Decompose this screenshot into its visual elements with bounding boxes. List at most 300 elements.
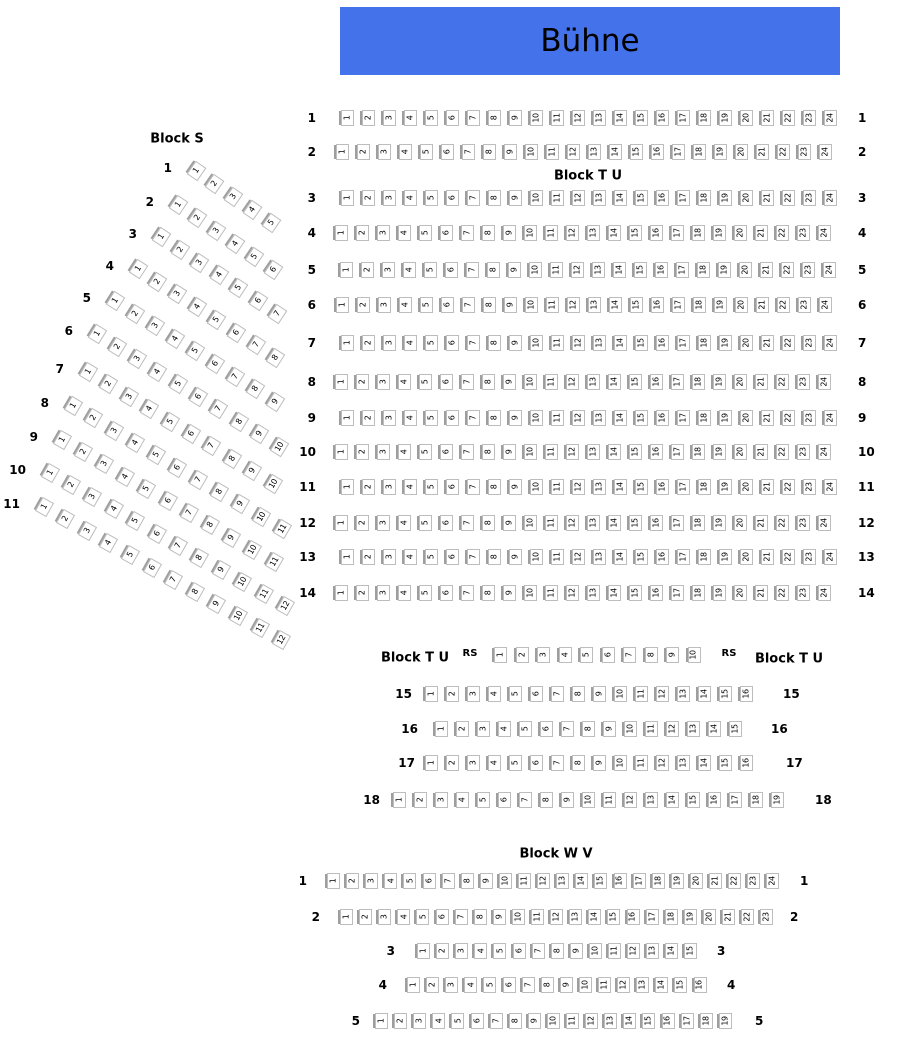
seat-block-tu-lower-5[interactable] xyxy=(509,755,522,771)
seat-block-tu-lower-10[interactable] xyxy=(582,792,595,808)
seat-block-s-8[interactable] xyxy=(229,411,248,431)
seat-block-tu-upper-15[interactable] xyxy=(635,110,648,126)
seat-block-tu-upper-14[interactable] xyxy=(609,297,622,313)
seat-block-tu-upper-5[interactable] xyxy=(420,297,433,313)
seat-block-tu-rs-9[interactable] xyxy=(666,647,679,663)
seat-block-tu-upper-23[interactable] xyxy=(797,225,810,241)
seat-block-tu-upper-5[interactable] xyxy=(420,144,433,160)
seat-block-tu-upper-20[interactable] xyxy=(740,549,753,565)
seat-block-tu-upper-15[interactable] xyxy=(629,225,642,241)
seat-block-tu-upper-13[interactable] xyxy=(587,225,600,241)
seat-block-tu-upper-18[interactable] xyxy=(692,225,705,241)
seat-block-s-9[interactable] xyxy=(265,392,285,412)
seat-block-wv-3[interactable] xyxy=(445,977,458,993)
seat-block-tu-upper-20[interactable] xyxy=(740,479,753,495)
seat-block-tu-upper-1[interactable] xyxy=(340,262,353,278)
seat-block-tu-upper-15[interactable] xyxy=(634,262,647,278)
seat-block-tu-upper-4[interactable] xyxy=(398,444,411,460)
seat-block-tu-lower-3[interactable] xyxy=(477,721,490,737)
seat-block-tu-upper-11[interactable] xyxy=(546,144,559,160)
seat-block-tu-upper-4[interactable] xyxy=(398,515,411,531)
seat-block-tu-upper-17[interactable] xyxy=(677,410,690,426)
seat-block-tu-upper-12[interactable] xyxy=(572,549,585,565)
seat-block-wv-8[interactable] xyxy=(541,977,554,993)
seat-block-tu-upper-20[interactable] xyxy=(740,335,753,351)
seat-block-tu-lower-19[interactable] xyxy=(771,792,784,808)
seat-block-tu-upper-19[interactable] xyxy=(714,297,727,313)
seat-block-tu-upper-12[interactable] xyxy=(566,444,579,460)
seat-block-tu-upper-2[interactable] xyxy=(356,444,369,460)
seat-block-tu-upper-8[interactable] xyxy=(482,515,495,531)
seat-block-wv-23[interactable] xyxy=(747,873,760,889)
seat-block-tu-upper-16[interactable] xyxy=(656,110,669,126)
seat-block-tu-upper-24[interactable] xyxy=(824,549,837,565)
seat-block-tu-upper-15[interactable] xyxy=(629,374,642,390)
seat-block-tu-upper-8[interactable] xyxy=(488,549,501,565)
seat-block-tu-upper-4[interactable] xyxy=(398,225,411,241)
seat-block-wv-4[interactable] xyxy=(397,909,410,925)
seat-block-s-9[interactable] xyxy=(231,494,250,514)
seat-block-tu-lower-3[interactable] xyxy=(435,792,448,808)
seat-block-s-4[interactable] xyxy=(165,329,185,349)
seat-block-tu-upper-15[interactable] xyxy=(635,335,648,351)
seat-block-tu-rs-7[interactable] xyxy=(623,647,636,663)
seat-block-tu-upper-12[interactable] xyxy=(572,110,585,126)
seat-block-tu-upper-11[interactable] xyxy=(551,190,564,206)
seat-block-tu-upper-13[interactable] xyxy=(588,144,601,160)
seat-block-tu-upper-22[interactable] xyxy=(776,225,789,241)
seat-block-tu-upper-14[interactable] xyxy=(608,374,621,390)
seat-block-wv-9[interactable] xyxy=(560,977,573,993)
seat-block-s-2[interactable] xyxy=(125,303,145,323)
seat-block-tu-lower-13[interactable] xyxy=(677,686,690,702)
seat-block-tu-upper-18[interactable] xyxy=(698,335,711,351)
seat-block-tu-upper-22[interactable] xyxy=(777,297,790,313)
seat-block-s-9[interactable] xyxy=(212,560,231,580)
seat-block-tu-upper-22[interactable] xyxy=(776,515,789,531)
seat-block-tu-upper-12[interactable] xyxy=(567,144,580,160)
seat-block-tu-upper-1[interactable] xyxy=(335,225,348,241)
seat-block-tu-upper-23[interactable] xyxy=(798,144,811,160)
seat-block-tu-upper-8[interactable] xyxy=(488,110,501,126)
seat-block-s-3[interactable] xyxy=(105,420,124,440)
seat-block-tu-upper-19[interactable] xyxy=(719,410,732,426)
seat-block-s-2[interactable] xyxy=(99,374,118,394)
seat-block-tu-rs-6[interactable] xyxy=(602,647,615,663)
seat-block-tu-lower-4[interactable] xyxy=(456,792,469,808)
seat-block-tu-upper-9[interactable] xyxy=(503,225,516,241)
seat-block-tu-upper-9[interactable] xyxy=(509,549,522,565)
seat-block-tu-upper-22[interactable] xyxy=(776,374,789,390)
seat-block-tu-lower-7[interactable] xyxy=(519,792,532,808)
seat-block-tu-upper-13[interactable] xyxy=(593,335,606,351)
seat-block-tu-lower-7[interactable] xyxy=(561,721,574,737)
seat-block-tu-upper-22[interactable] xyxy=(782,190,795,206)
seat-block-tu-upper-6[interactable] xyxy=(440,515,453,531)
seat-block-s-4[interactable] xyxy=(140,399,159,419)
seat-block-tu-upper-13[interactable] xyxy=(588,297,601,313)
seat-block-tu-rs-3[interactable] xyxy=(537,647,550,663)
seat-block-tu-upper-1[interactable] xyxy=(341,335,354,351)
seat-block-wv-12[interactable] xyxy=(627,943,640,959)
seat-block-wv-12[interactable] xyxy=(617,977,630,993)
seat-block-tu-upper-19[interactable] xyxy=(713,444,726,460)
seat-block-tu-lower-16[interactable] xyxy=(740,686,753,702)
seat-block-tu-upper-1[interactable] xyxy=(336,144,349,160)
seat-block-tu-upper-1[interactable] xyxy=(341,479,354,495)
seat-block-tu-upper-13[interactable] xyxy=(593,110,606,126)
seat-block-wv-11[interactable] xyxy=(566,1013,579,1029)
seat-block-s-12[interactable] xyxy=(272,630,291,650)
seat-block-tu-upper-16[interactable] xyxy=(650,585,663,601)
seat-block-tu-upper-4[interactable] xyxy=(398,374,411,390)
seat-block-s-9[interactable] xyxy=(207,594,226,614)
seat-block-tu-upper-13[interactable] xyxy=(587,444,600,460)
seat-block-tu-lower-12[interactable] xyxy=(624,792,637,808)
seat-block-s-11[interactable] xyxy=(250,618,269,638)
seat-block-wv-15[interactable] xyxy=(684,943,697,959)
seat-block-tu-upper-23[interactable] xyxy=(802,262,815,278)
seat-block-tu-upper-5[interactable] xyxy=(419,374,432,390)
seat-block-wv-4[interactable] xyxy=(474,943,487,959)
seat-block-tu-upper-4[interactable] xyxy=(404,190,417,206)
seat-block-s-2[interactable] xyxy=(108,336,127,356)
seat-block-wv-13[interactable] xyxy=(636,977,649,993)
seat-block-tu-upper-20[interactable] xyxy=(735,144,748,160)
seat-block-s-2[interactable] xyxy=(148,271,168,291)
seat-block-tu-upper-11[interactable] xyxy=(551,110,564,126)
seat-block-tu-upper-14[interactable] xyxy=(608,444,621,460)
seat-block-tu-upper-16[interactable] xyxy=(650,374,663,390)
seat-block-tu-upper-24[interactable] xyxy=(819,144,832,160)
seat-block-tu-upper-8[interactable] xyxy=(482,585,495,601)
seat-block-tu-upper-1[interactable] xyxy=(335,515,348,531)
seat-block-tu-upper-10[interactable] xyxy=(530,549,543,565)
seat-block-tu-upper-7[interactable] xyxy=(461,585,474,601)
seat-block-tu-lower-6[interactable] xyxy=(498,792,511,808)
seat-block-tu-upper-16[interactable] xyxy=(656,410,669,426)
seat-block-tu-upper-17[interactable] xyxy=(676,262,689,278)
seat-block-tu-upper-10[interactable] xyxy=(524,585,537,601)
seat-block-tu-lower-9[interactable] xyxy=(593,755,606,771)
seat-block-tu-upper-3[interactable] xyxy=(377,225,390,241)
seat-block-s-8[interactable] xyxy=(222,449,241,469)
seat-block-tu-upper-12[interactable] xyxy=(571,262,584,278)
seat-block-tu-upper-19[interactable] xyxy=(719,479,732,495)
seat-block-tu-lower-12[interactable] xyxy=(656,686,669,702)
seat-block-tu-upper-3[interactable] xyxy=(383,549,396,565)
seat-block-tu-upper-24[interactable] xyxy=(818,585,831,601)
seat-block-s-1[interactable] xyxy=(168,195,188,216)
seat-block-wv-5[interactable] xyxy=(483,977,496,993)
seat-block-tu-upper-4[interactable] xyxy=(404,110,417,126)
seat-block-tu-upper-7[interactable] xyxy=(467,410,480,426)
seat-block-s-7[interactable] xyxy=(202,436,221,456)
seat-block-wv-24[interactable] xyxy=(766,873,779,889)
seat-block-tu-lower-14[interactable] xyxy=(698,755,711,771)
seat-block-tu-lower-8[interactable] xyxy=(572,686,585,702)
seat-block-tu-upper-2[interactable] xyxy=(361,262,374,278)
seat-block-tu-upper-14[interactable] xyxy=(614,190,627,206)
seat-block-s-12[interactable] xyxy=(276,596,295,616)
seat-block-s-6[interactable] xyxy=(189,386,208,406)
seat-block-wv-7[interactable] xyxy=(455,909,468,925)
seat-block-tu-upper-22[interactable] xyxy=(776,444,789,460)
seat-block-tu-lower-4[interactable] xyxy=(488,686,501,702)
seat-block-wv-23[interactable] xyxy=(760,909,773,925)
seat-block-tu-upper-24[interactable] xyxy=(818,444,831,460)
seat-block-tu-upper-8[interactable] xyxy=(488,335,501,351)
seat-block-tu-upper-12[interactable] xyxy=(566,515,579,531)
seat-block-tu-upper-9[interactable] xyxy=(509,479,522,495)
seat-block-tu-upper-14[interactable] xyxy=(613,262,626,278)
seat-block-tu-upper-21[interactable] xyxy=(761,549,774,565)
seat-block-tu-upper-16[interactable] xyxy=(651,297,664,313)
seat-block-wv-1[interactable] xyxy=(417,943,430,959)
seat-block-wv-6[interactable] xyxy=(471,1013,484,1029)
seat-block-tu-upper-1[interactable] xyxy=(341,110,354,126)
seat-block-tu-upper-24[interactable] xyxy=(824,335,837,351)
seat-block-wv-13[interactable] xyxy=(569,909,582,925)
seat-block-wv-17[interactable] xyxy=(646,909,659,925)
seat-block-tu-upper-9[interactable] xyxy=(504,144,517,160)
seat-block-tu-upper-21[interactable] xyxy=(761,110,774,126)
seat-block-tu-upper-5[interactable] xyxy=(419,515,432,531)
seat-block-tu-rs-1[interactable] xyxy=(494,647,507,663)
seat-block-wv-8[interactable] xyxy=(461,873,474,889)
seat-block-tu-upper-1[interactable] xyxy=(335,585,348,601)
seat-block-tu-upper-5[interactable] xyxy=(425,110,438,126)
seat-block-tu-lower-9[interactable] xyxy=(603,721,616,737)
seat-block-s-5[interactable] xyxy=(147,445,166,465)
seat-block-wv-19[interactable] xyxy=(684,909,697,925)
seat-block-wv-9[interactable] xyxy=(480,873,493,889)
seat-block-tu-upper-5[interactable] xyxy=(419,225,432,241)
seat-block-s-11[interactable] xyxy=(272,519,291,539)
seat-block-tu-upper-24[interactable] xyxy=(823,262,836,278)
seat-block-tu-upper-7[interactable] xyxy=(466,262,479,278)
seat-block-tu-upper-6[interactable] xyxy=(446,110,459,126)
seat-block-tu-upper-8[interactable] xyxy=(483,297,496,313)
seat-block-tu-upper-9[interactable] xyxy=(503,374,516,390)
seat-block-tu-upper-2[interactable] xyxy=(357,144,370,160)
seat-block-s-4[interactable] xyxy=(126,433,145,453)
seat-block-tu-upper-7[interactable] xyxy=(467,335,480,351)
seat-block-wv-22[interactable] xyxy=(728,873,741,889)
seat-block-tu-upper-10[interactable] xyxy=(530,479,543,495)
seat-block-tu-upper-2[interactable] xyxy=(362,549,375,565)
seat-block-tu-lower-10[interactable] xyxy=(614,686,627,702)
seat-block-wv-1[interactable] xyxy=(375,1013,388,1029)
seat-block-tu-upper-24[interactable] xyxy=(824,410,837,426)
seat-block-s-4[interactable] xyxy=(225,233,245,254)
seat-block-tu-upper-23[interactable] xyxy=(797,374,810,390)
seat-block-tu-upper-4[interactable] xyxy=(404,549,417,565)
seat-block-tu-upper-23[interactable] xyxy=(803,479,816,495)
seat-block-wv-13[interactable] xyxy=(646,943,659,959)
seat-block-tu-upper-21[interactable] xyxy=(755,374,768,390)
seat-block-wv-2[interactable] xyxy=(346,873,359,889)
seat-block-tu-rs-10[interactable] xyxy=(688,647,701,663)
seat-block-tu-upper-17[interactable] xyxy=(677,335,690,351)
seat-block-s-5[interactable] xyxy=(245,246,265,267)
seat-block-wv-2[interactable] xyxy=(394,1013,407,1029)
seat-block-tu-upper-13[interactable] xyxy=(593,479,606,495)
seat-block-s-4[interactable] xyxy=(209,265,229,286)
seat-block-tu-upper-12[interactable] xyxy=(566,585,579,601)
seat-block-tu-lower-1[interactable] xyxy=(393,792,406,808)
seat-block-wv-13[interactable] xyxy=(556,873,569,889)
seat-block-s-8[interactable] xyxy=(266,348,286,368)
seat-block-tu-upper-22[interactable] xyxy=(782,335,795,351)
seat-block-tu-lower-6[interactable] xyxy=(530,686,543,702)
seat-block-wv-6[interactable] xyxy=(503,977,516,993)
seat-block-tu-upper-22[interactable] xyxy=(782,549,795,565)
seat-block-s-7[interactable] xyxy=(209,399,228,419)
seat-block-s-9[interactable] xyxy=(243,461,262,481)
seat-block-tu-upper-20[interactable] xyxy=(740,190,753,206)
seat-block-s-4[interactable] xyxy=(187,297,207,317)
seat-block-tu-lower-11[interactable] xyxy=(645,721,658,737)
seat-block-tu-upper-17[interactable] xyxy=(671,225,684,241)
seat-block-tu-upper-10[interactable] xyxy=(524,374,537,390)
seat-block-tu-upper-8[interactable] xyxy=(482,374,495,390)
seat-block-tu-upper-10[interactable] xyxy=(530,335,543,351)
seat-block-tu-upper-16[interactable] xyxy=(651,144,664,160)
seat-block-wv-9[interactable] xyxy=(528,1013,541,1029)
seat-block-tu-lower-11[interactable] xyxy=(603,792,616,808)
seat-block-tu-upper-10[interactable] xyxy=(530,110,543,126)
seat-block-tu-upper-8[interactable] xyxy=(482,444,495,460)
seat-block-tu-lower-15[interactable] xyxy=(719,686,732,702)
seat-block-wv-1[interactable] xyxy=(327,873,340,889)
seat-block-tu-upper-24[interactable] xyxy=(818,225,831,241)
seat-block-s-6[interactable] xyxy=(227,322,247,342)
seat-block-tu-upper-22[interactable] xyxy=(782,410,795,426)
seat-block-tu-upper-6[interactable] xyxy=(446,190,459,206)
seat-block-tu-upper-22[interactable] xyxy=(776,585,789,601)
seat-block-tu-upper-9[interactable] xyxy=(509,335,522,351)
seat-block-wv-14[interactable] xyxy=(588,909,601,925)
seat-block-tu-lower-16[interactable] xyxy=(740,755,753,771)
seat-block-s-5[interactable] xyxy=(185,341,205,361)
seat-block-tu-upper-21[interactable] xyxy=(755,444,768,460)
seat-block-tu-upper-24[interactable] xyxy=(824,110,837,126)
seat-block-tu-lower-16[interactable] xyxy=(708,792,721,808)
seat-block-tu-lower-5[interactable] xyxy=(477,792,490,808)
seat-block-wv-18[interactable] xyxy=(700,1013,713,1029)
seat-block-s-11[interactable] xyxy=(254,584,273,604)
seat-block-tu-upper-14[interactable] xyxy=(614,549,627,565)
seat-block-wv-13[interactable] xyxy=(604,1013,617,1029)
seat-block-tu-upper-18[interactable] xyxy=(693,144,706,160)
seat-block-tu-upper-18[interactable] xyxy=(698,549,711,565)
seat-block-tu-upper-11[interactable] xyxy=(551,549,564,565)
seat-block-tu-upper-9[interactable] xyxy=(503,515,516,531)
seat-block-tu-upper-3[interactable] xyxy=(377,374,390,390)
seat-block-tu-upper-16[interactable] xyxy=(650,515,663,531)
seat-block-tu-upper-10[interactable] xyxy=(524,225,537,241)
seat-block-tu-upper-23[interactable] xyxy=(803,335,816,351)
seat-block-tu-upper-17[interactable] xyxy=(677,549,690,565)
seat-block-tu-upper-19[interactable] xyxy=(713,585,726,601)
seat-block-tu-upper-1[interactable] xyxy=(335,374,348,390)
seat-block-tu-upper-2[interactable] xyxy=(357,297,370,313)
seat-block-tu-upper-5[interactable] xyxy=(425,479,438,495)
seat-block-tu-upper-23[interactable] xyxy=(798,297,811,313)
seat-block-s-10[interactable] xyxy=(264,473,283,493)
seat-block-tu-upper-17[interactable] xyxy=(677,479,690,495)
seat-block-s-3[interactable] xyxy=(145,316,165,336)
seat-block-tu-upper-11[interactable] xyxy=(546,297,559,313)
seat-block-s-6[interactable] xyxy=(264,259,284,280)
seat-block-s-10[interactable] xyxy=(243,540,262,560)
seat-block-s-7[interactable] xyxy=(189,470,208,490)
seat-block-s-7[interactable] xyxy=(268,304,288,325)
seat-block-tu-upper-18[interactable] xyxy=(693,297,706,313)
seat-block-tu-upper-5[interactable] xyxy=(419,585,432,601)
seat-block-s-3[interactable] xyxy=(206,221,226,242)
seat-block-wv-5[interactable] xyxy=(416,909,429,925)
seat-block-tu-lower-15[interactable] xyxy=(687,792,700,808)
seat-block-s-5[interactable] xyxy=(126,511,145,531)
seat-block-tu-upper-17[interactable] xyxy=(677,190,690,206)
seat-block-tu-upper-21[interactable] xyxy=(755,515,768,531)
seat-block-tu-lower-18[interactable] xyxy=(750,792,763,808)
seat-block-wv-5[interactable] xyxy=(451,1013,464,1029)
seat-block-wv-11[interactable] xyxy=(531,909,544,925)
seat-block-tu-upper-7[interactable] xyxy=(467,190,480,206)
seat-block-tu-upper-2[interactable] xyxy=(362,190,375,206)
seat-block-tu-upper-24[interactable] xyxy=(818,374,831,390)
seat-block-tu-upper-15[interactable] xyxy=(635,190,648,206)
seat-block-s-2[interactable] xyxy=(62,475,81,495)
seat-block-tu-lower-15[interactable] xyxy=(729,721,742,737)
seat-block-tu-lower-5[interactable] xyxy=(509,686,522,702)
seat-block-s-1[interactable] xyxy=(151,227,171,248)
seat-block-tu-upper-21[interactable] xyxy=(761,410,774,426)
seat-block-tu-lower-3[interactable] xyxy=(467,755,480,771)
seat-block-tu-upper-2[interactable] xyxy=(362,110,375,126)
seat-block-tu-upper-12[interactable] xyxy=(566,374,579,390)
seat-block-wv-6[interactable] xyxy=(423,873,436,889)
seat-block-s-3[interactable] xyxy=(78,521,97,541)
seat-block-wv-14[interactable] xyxy=(575,873,588,889)
seat-block-tu-upper-23[interactable] xyxy=(803,410,816,426)
seat-block-s-10[interactable] xyxy=(270,436,289,456)
seat-block-tu-upper-9[interactable] xyxy=(508,262,521,278)
seat-block-wv-19[interactable] xyxy=(719,1013,732,1029)
seat-block-tu-upper-4[interactable] xyxy=(398,585,411,601)
seat-block-tu-upper-3[interactable] xyxy=(383,110,396,126)
seat-block-tu-upper-20[interactable] xyxy=(734,585,747,601)
seat-block-tu-upper-18[interactable] xyxy=(692,585,705,601)
seat-block-wv-17[interactable] xyxy=(633,873,646,889)
seat-block-s-3[interactable] xyxy=(83,487,102,507)
seat-block-tu-upper-22[interactable] xyxy=(782,479,795,495)
seat-block-tu-upper-3[interactable] xyxy=(383,410,396,426)
seat-block-s-2[interactable] xyxy=(84,408,103,428)
seat-block-s-2[interactable] xyxy=(187,208,207,229)
seat-block-s-2[interactable] xyxy=(171,240,191,261)
seat-block-tu-upper-14[interactable] xyxy=(614,110,627,126)
seat-block-tu-upper-7[interactable] xyxy=(461,515,474,531)
seat-block-s-6[interactable] xyxy=(181,424,200,444)
seat-block-s-6[interactable] xyxy=(168,457,187,477)
seat-block-tu-lower-14[interactable] xyxy=(666,792,679,808)
seat-block-tu-upper-2[interactable] xyxy=(356,585,369,601)
seat-block-tu-upper-2[interactable] xyxy=(356,225,369,241)
